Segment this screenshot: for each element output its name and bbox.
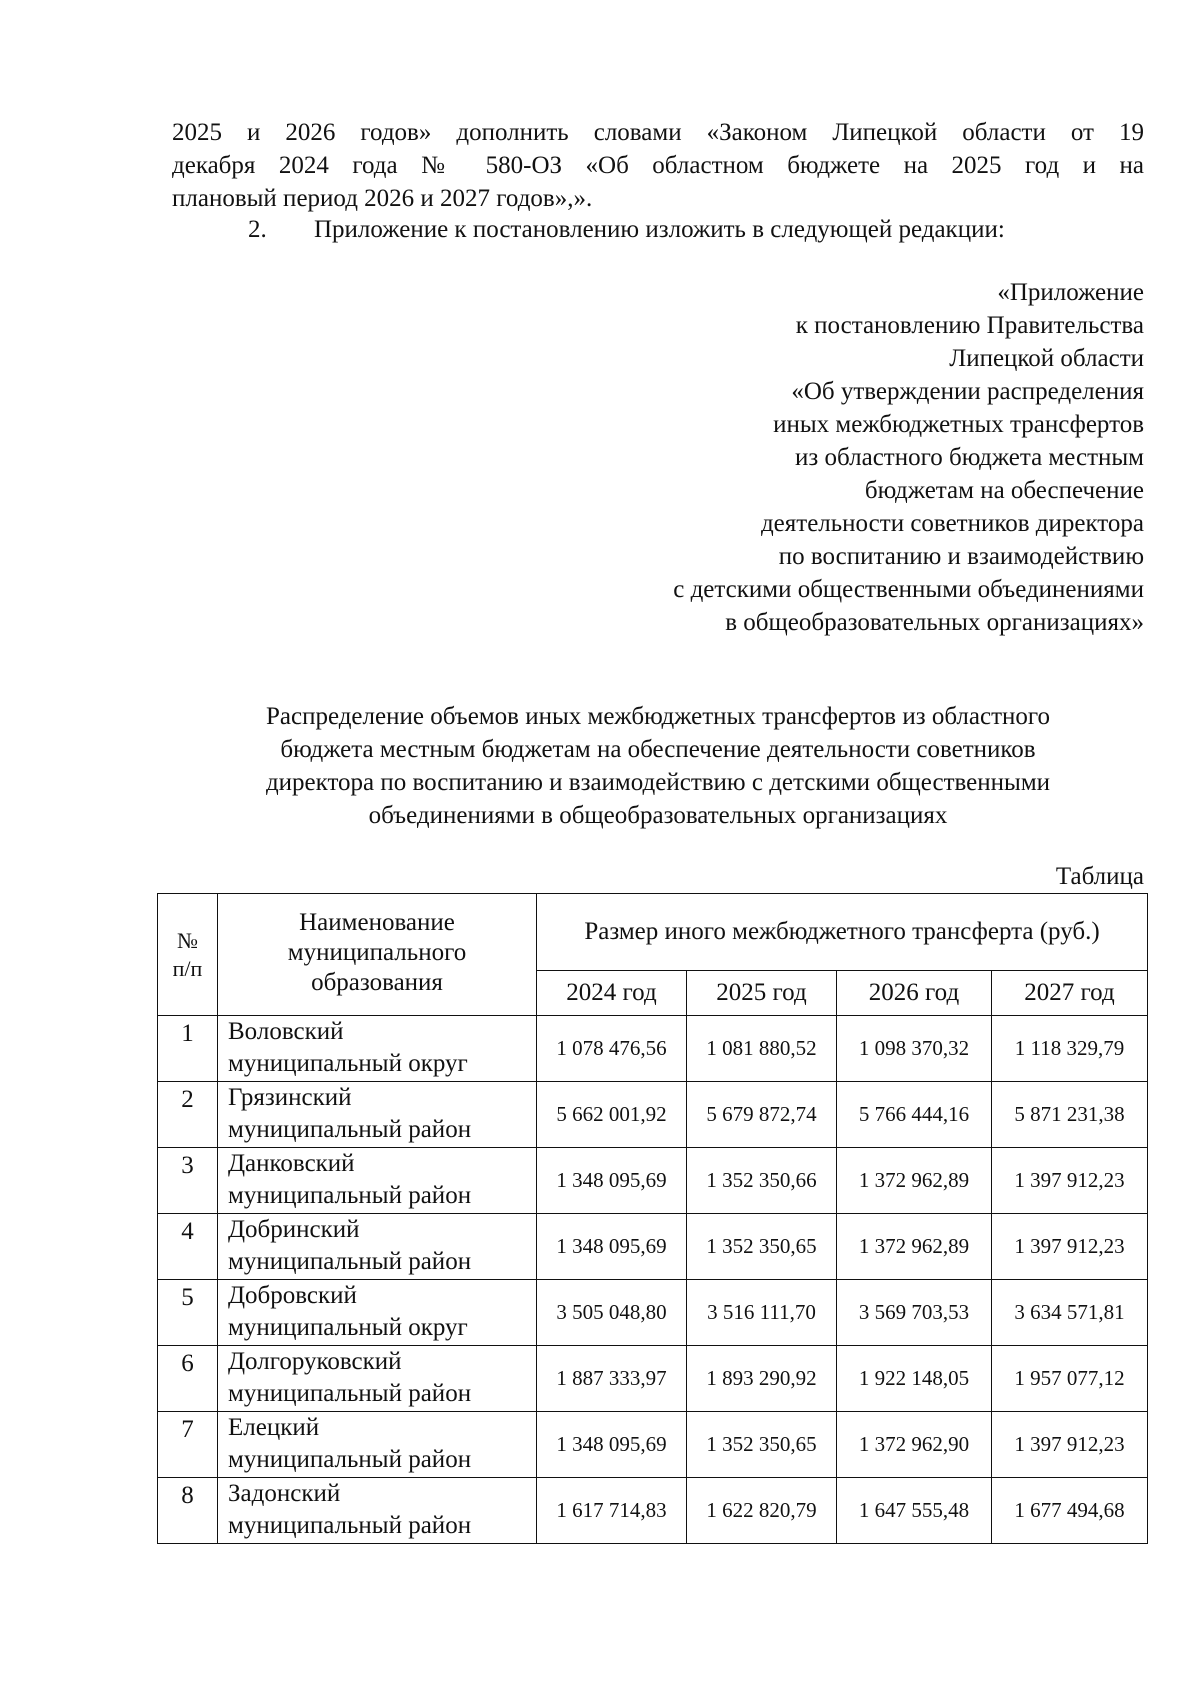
table-row: [158, 1082, 1148, 1148]
municipality-type-line: муниципальный район: [228, 1512, 472, 1539]
municipality-name-line: Воловский: [228, 1018, 344, 1045]
transfer-amount: 3 569 703,53: [837, 1280, 992, 1346]
appendix-line: иных межбюджетных трансфертов: [773, 411, 1144, 438]
transfer-amount: 1 352 350,66: [687, 1148, 837, 1214]
transfer-amount: 1 887 333,97: [537, 1346, 687, 1412]
header-name-line: Наименование: [299, 909, 455, 936]
header-name: [218, 894, 537, 1016]
municipality-name-line: Грязинский: [228, 1084, 352, 1111]
header-year: 2027 год: [992, 971, 1148, 1016]
item-text: Приложение к постановлению изложить в следующей редакции:: [314, 216, 1005, 243]
appendix-line: деятельности советников директора: [760, 510, 1144, 537]
municipality-name: [218, 1280, 537, 1346]
row-number: 4: [158, 1214, 218, 1280]
table-row: [158, 1016, 1148, 1082]
intro-paragraph: [172, 116, 1144, 215]
title-line: директора по воспитанию и взаимодействию с детскими общественными: [265, 769, 1051, 796]
municipality-name: [218, 1214, 537, 1280]
row-number: 7: [158, 1412, 218, 1478]
row-number: 5: [158, 1280, 218, 1346]
appendix-line: по воспитанию и взаимодействию: [778, 543, 1144, 570]
transfers-table: [157, 893, 1148, 1544]
municipality-name: [218, 1016, 537, 1082]
appendix-line: в общеобразовательных организациях»: [725, 609, 1144, 636]
transfer-amount: 1 622 820,79: [687, 1478, 837, 1544]
transfer-amount: 1 922 148,05: [837, 1346, 992, 1412]
appendix-line: «Об утверждении распределения: [791, 378, 1144, 405]
municipality-type-line: муниципальный округ: [228, 1050, 468, 1077]
transfer-amount: 3 505 048,80: [537, 1280, 687, 1346]
table-row: [158, 1346, 1148, 1412]
table-row: [158, 1148, 1148, 1214]
transfer-amount: 1 078 476,56: [537, 1016, 687, 1082]
transfer-amount: 1 348 095,69: [537, 1214, 687, 1280]
appendix-line: к постановлению Правительства: [795, 312, 1144, 339]
transfer-amount: 1 348 095,69: [537, 1412, 687, 1478]
transfer-amount: 1 098 370,32: [837, 1016, 992, 1082]
title-line: бюджета местным бюджетам на обеспечение деятельности советников: [280, 736, 1036, 763]
intro-line: 2025 и 2026 годов» дополнить словами «Законом Липецкой области от 19: [172, 119, 1144, 146]
row-number: 8: [158, 1478, 218, 1544]
header-number-symbol: №: [177, 927, 198, 953]
header-number-abbr: п/п: [172, 955, 203, 981]
municipality-type-line: муниципальный район: [228, 1446, 472, 1473]
row-number: 3: [158, 1148, 218, 1214]
transfer-amount: 1 352 350,65: [687, 1214, 837, 1280]
transfer-amount: 1 617 714,83: [537, 1478, 687, 1544]
municipality-type-line: муниципальный округ: [228, 1314, 468, 1341]
transfer-amount: 1 677 494,68: [992, 1478, 1148, 1544]
transfer-amount: 1 372 962,90: [837, 1412, 992, 1478]
transfer-amount: 1 372 962,89: [837, 1148, 992, 1214]
transfer-amount: 1 647 555,48: [837, 1478, 992, 1544]
document-title: [172, 700, 1144, 832]
municipality-name-line: Долгоруковский: [228, 1348, 402, 1375]
transfer-amount: 1 397 912,23: [992, 1148, 1148, 1214]
header-year: 2024 год: [537, 971, 687, 1016]
table-row: [158, 1412, 1148, 1478]
header-year: 2025 год: [687, 971, 837, 1016]
item-2: [248, 213, 1005, 246]
municipality-type-line: муниципальный район: [228, 1248, 472, 1275]
title-line: Распределение объемов иных межбюджетных трансфертов из областного: [265, 703, 1051, 730]
intro-line: декабря 2024 года № 580-ОЗ «Об областном бюджете на 2025 год и на: [172, 152, 1144, 179]
table-body: [158, 1016, 1148, 1544]
transfer-amount: 1 081 880,52: [687, 1016, 837, 1082]
municipality-name: [218, 1346, 537, 1412]
table-header-row: [158, 894, 1148, 971]
table-row: [158, 1214, 1148, 1280]
municipality-name: [218, 1478, 537, 1544]
municipality-name: [218, 1148, 537, 1214]
municipality-name-line: Добринский: [228, 1216, 360, 1243]
appendix-line: «Приложение: [997, 279, 1144, 306]
header-transfer-size: Размер иного межбюджетного трансферта (руб.): [537, 894, 1148, 971]
transfer-amount: 1 372 962,89: [837, 1214, 992, 1280]
item-number: 2.: [248, 216, 267, 243]
municipality-name-line: Задонский: [228, 1480, 341, 1507]
header-number: [158, 894, 218, 1016]
appendix-line: Липецкой области: [949, 345, 1144, 372]
table-row: [158, 1478, 1148, 1544]
appendix-line: с детскими общественными объединениями: [673, 576, 1144, 603]
municipality-name-line: Елецкий: [228, 1414, 320, 1441]
header-name-line: образования: [311, 969, 443, 996]
municipality-name: [218, 1082, 537, 1148]
header-year: 2026 год: [837, 971, 992, 1016]
row-number: 6: [158, 1346, 218, 1412]
appendix-line: бюджетам на обеспечение: [864, 477, 1144, 504]
header-name-line: муниципального: [287, 939, 467, 966]
municipality-type-line: муниципальный район: [228, 1380, 472, 1407]
transfer-amount: 1 893 290,92: [687, 1346, 837, 1412]
transfer-amount: 5 679 872,74: [687, 1082, 837, 1148]
municipality-type-line: муниципальный район: [228, 1116, 472, 1143]
intro-line: плановый период 2026 и 2027 годов»,».: [172, 185, 593, 212]
row-number: 2: [158, 1082, 218, 1148]
transfer-amount: 3 516 111,70: [687, 1280, 837, 1346]
appendix-line: из областного бюджета местным: [795, 444, 1144, 471]
transfer-amount: 1 348 095,69: [537, 1148, 687, 1214]
municipality-name-line: Добровский: [228, 1282, 357, 1309]
municipality-name: [218, 1412, 537, 1478]
transfer-amount: 5 766 444,16: [837, 1082, 992, 1148]
title-line: объединениями в общеобразовательных организациях: [368, 802, 948, 829]
row-number: 1: [158, 1016, 218, 1082]
municipality-name-line: Данковский: [228, 1150, 355, 1177]
table-caption: Таблица: [1055, 863, 1144, 890]
transfer-amount: 1 957 077,12: [992, 1346, 1148, 1412]
transfer-amount: 1 397 912,23: [992, 1214, 1148, 1280]
transfer-amount: 1 397 912,23: [992, 1412, 1148, 1478]
transfer-amount: 1 352 350,65: [687, 1412, 837, 1478]
transfer-amount: 5 871 231,38: [992, 1082, 1148, 1148]
transfer-amount: 1 118 329,79: [992, 1016, 1148, 1082]
municipality-type-line: муниципальный район: [228, 1182, 472, 1209]
table-row: [158, 1280, 1148, 1346]
transfer-amount: 3 634 571,81: [992, 1280, 1148, 1346]
transfer-amount: 5 662 001,92: [537, 1082, 687, 1148]
appendix-header: [673, 276, 1144, 639]
